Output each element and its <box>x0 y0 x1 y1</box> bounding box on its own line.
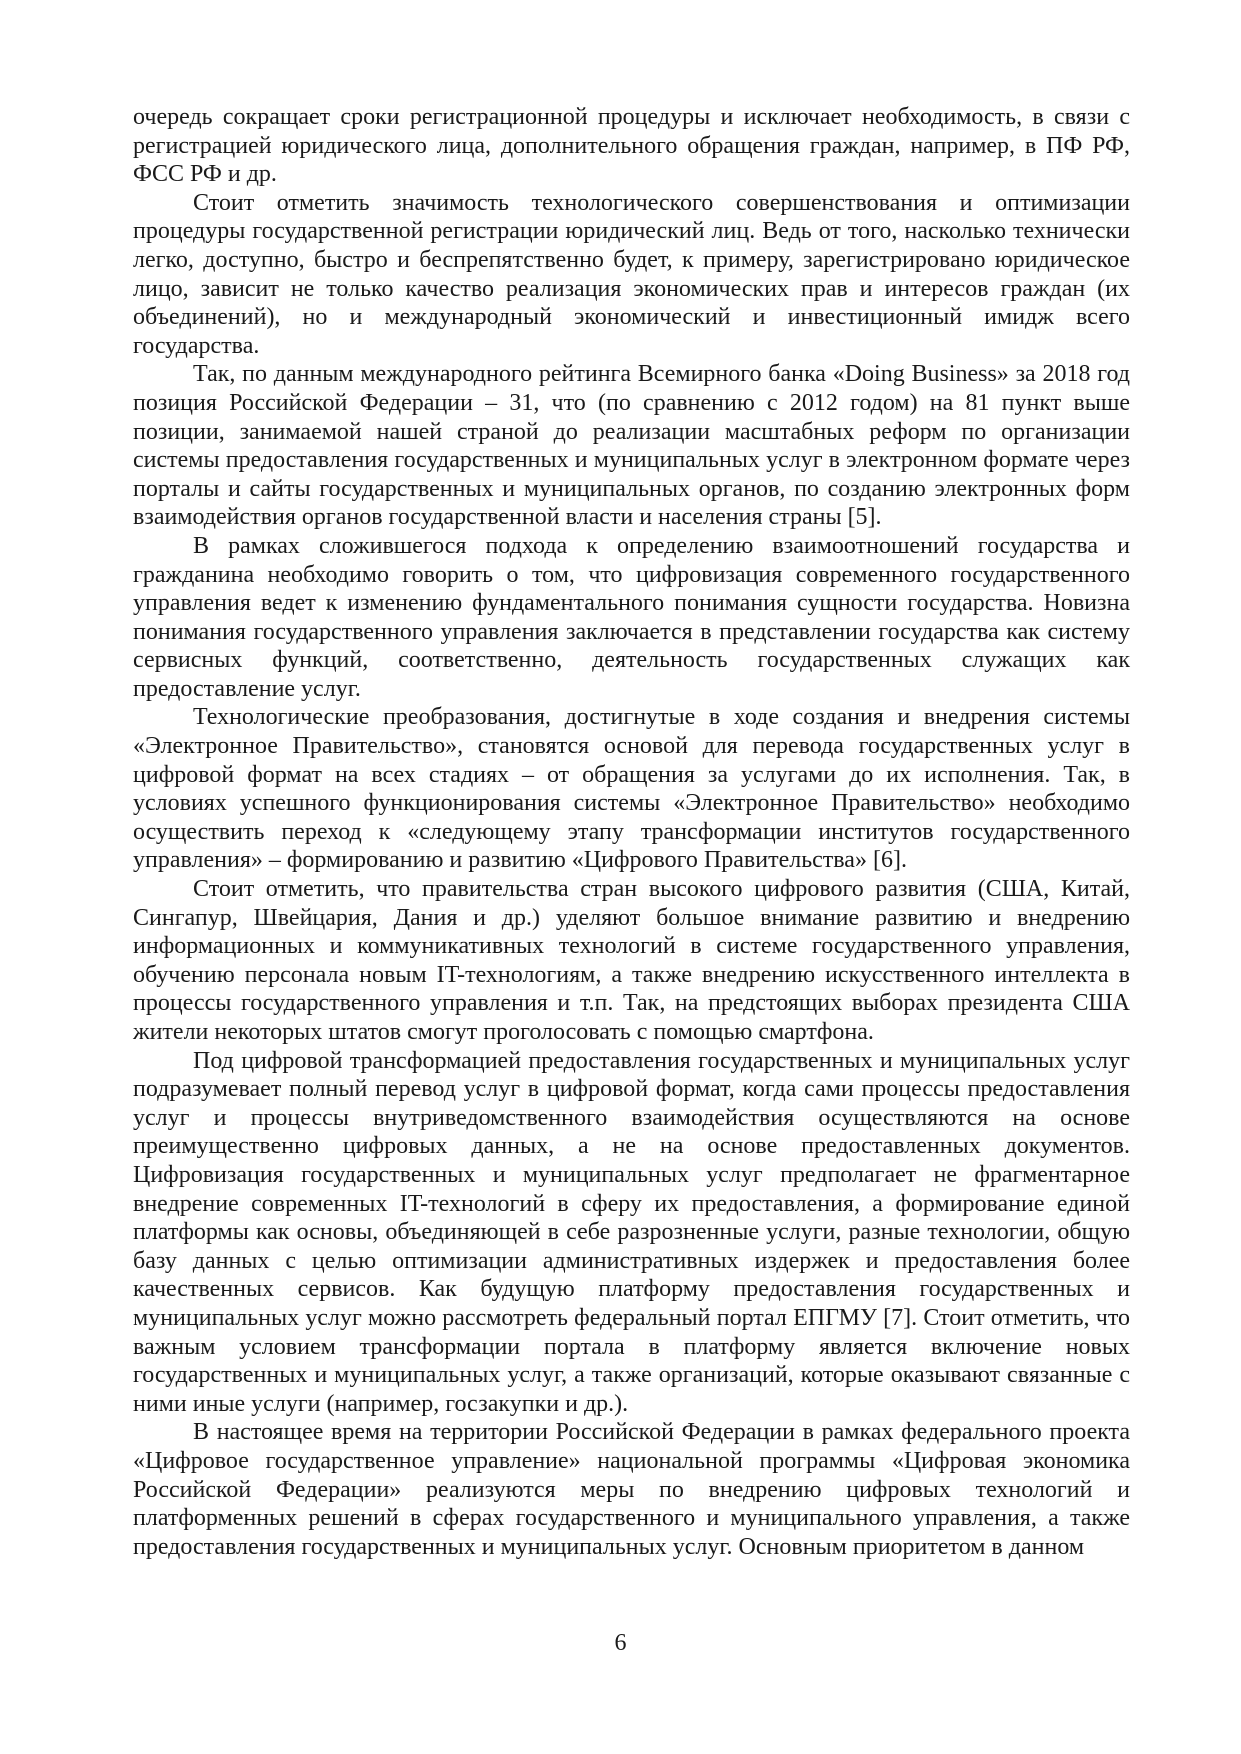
paragraph: Под цифровой трансформацией предоставления государственных и муниципальных услуг подразумевает полный перевод услуг в цифровой формат, когда сами процессы предоставления услуг и процессы внутриведомственного взаимодействия осуществляются на основе преимущественно цифровых данных, а не на основе предоставленных документов. Цифровизация государственных и муниципальных услуг предполагает не фрагментарное внедрение современных IT-технологий в сферу их предоставления, а формирование единой платформы как основы, объединяющей в себе разрозненные услуги, разные технологии, общую базу данных с целью оптимизации административных издержек и предоставления более качественных сервисов. Как будущую платформу предоставления государственных и муниципальных услуг можно рассмотреть федеральный портал ЕПГМУ [7]. Стоит отметить, что важным условием трансформации портала в платформу является включение новых государственных и муниципальных услуг, а также организаций, которые оказывают связанные с ними иные услуги (например, госзакупки и др.). <box>133 1047 1130 1417</box>
paragraph: Стоит отметить, что правительства стран высокого цифрового развития (США, Китай, Сингапур, Швейцария, Дания и др.) уделяют большое внимание развитию и внедрению информационных и коммуникативных технологий в системе государственного управления, обучению персонала новым IT-технологиям, а также внедрению искусственного интеллекта в процессы государственного управления и т.п. Так, на предстоящих выборах президента США жители некоторых штатов смогут проголосовать с помощью смартфона. <box>133 876 1130 1045</box>
paragraph: Технологические преобразования, достигнутые в ходе создания и внедрения системы «Электронное Правительство», становятся основой для перевода государственных услуг в цифровой формат на всех стадиях – от обращения за услугами до их исполнения. Так, в условиях успешного функционирования системы «Электронное Правительство» необходимо осуществить переход к «следующему этапу трансформации институтов государственного управления» – формированию и развитию «Цифрового Правительства» [6]. <box>133 704 1130 874</box>
body-text <box>133 103 1130 1561</box>
paragraph-continuation: очередь сокращает сроки регистрационной процедуры и исключает необходимость, в связи с регистрацией юридического лица, дополнительного обращения граждан, например, в ПФ РФ, ФСС РФ и др. <box>133 104 1130 188</box>
paragraph: Так, по данным международного рейтинга Всемирного банка «Doing Business» за 2018 год позиция Российской Федерации – 31, что (по сравнению с 2012 годом) на 81 пункт выше позиции, занимаемой нашей страной до реализации масштабных реформ по организации системы предоставления государственных и муниципальных услуг в электронном формате через порталы и сайты государственных и муниципальных органов, по созданию электронных форм взаимодействия органов государственной власти и населения страны [5]. <box>133 361 1130 531</box>
paragraph: В рамках сложившегося подхода к определению взаимоотношений государства и гражданина необходимо говорить о том, что цифровизация современного государственного управления ведет к изменению фундаментального понимания сущности государства. Новизна понимания государственного управления заключается в представлении государства как систему сервисных функций, соответственно, деятельность государственных служащих как предоставление услуг. <box>133 532 1130 702</box>
paragraph: В настоящее время на территории Российской Федерации в рамках федерального проекта «Цифровое государственное управление» национальной программы «Цифровая экономика Российской Федерации» реализуются меры по внедрению цифровых технологий и платформенных решений в сферах государственного и муниципального управления, а также предоставления государственных и муниципальных услуг. Основным приоритетом в данном <box>133 1419 1130 1560</box>
page-number: 6 <box>614 1630 627 1656</box>
paragraph: Стоит отметить значимость технологического совершенствования и оптимизации процедуры государственной регистрации юридический лиц. Ведь от того, насколько технически легко, доступно, быстро и беспрепятственно будет, к примеру, зарегистрировано юридическое лицо, зависит не только качество реализация экономических прав и интересов граждан (их объединений), но и международный экономический и инвестиционный имидж всего государства. <box>133 189 1130 359</box>
